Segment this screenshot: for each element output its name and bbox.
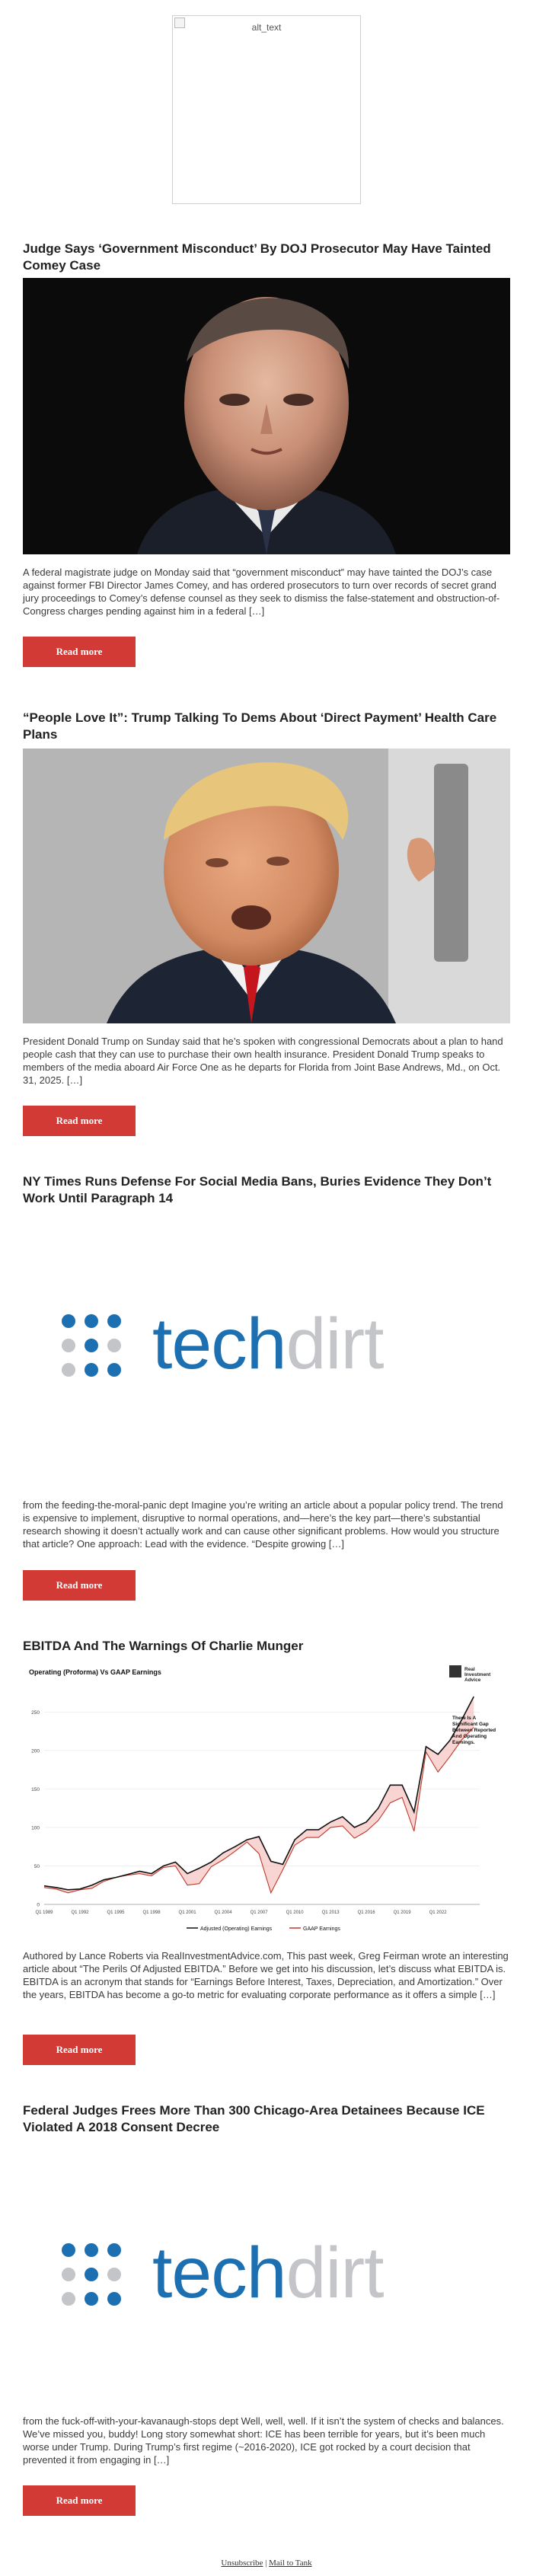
- annotation-line-5: Earnings.: [452, 1740, 475, 1745]
- article-5-title[interactable]: Federal Judges Frees More Than 300 Chicago-Area Detainees Because ICE Violated A 2018 Consent Decree: [23, 2103, 485, 2134]
- chart-brand-line-3: Advice: [464, 1677, 481, 1683]
- x-tick-label: Q1 1992: [71, 1910, 89, 1915]
- logo-alt-text: alt_text: [251, 22, 282, 33]
- article-2-image[interactable]: [23, 749, 510, 1023]
- x-tick-label: Q1 2022: [429, 1910, 447, 1915]
- adjusted-earnings-line: [44, 1697, 477, 1890]
- article-4-excerpt: Authored by Lance Roberts via RealInvestmentAdvice.com, This past week, Greg Feirman wrote an interesting article about “The Perils Of Adjusted EBITDA.” Before we get into his discussion, let’s discuss what EBITDA is. EBITDA is an acronym that stands for “Earnings Before Interest, Taxes, Depreciation, and Amortization.” Over the years, EBITDA has become a go-to metric for evaluating corporate performance as it offers a simple […]: [23, 1950, 509, 2000]
- techdirt-wordmark: [152, 1304, 384, 1384]
- chart-legend: [187, 1926, 340, 1932]
- article-5-excerpt: from the fuck-off-with-your-kavanaugh-stops dept Well, well, well. If it isn’t the system of checks and balances. We’ve missed you, buddy! Long story somewhat short: ICE has been terrible for years, but it’s been much worse under Trump. During Trump’s first regime (~2016-2020), ICE got rocked by a court decision that prevented it from engaging in […]: [23, 2415, 504, 2466]
- article-4-read-more-button[interactable]: Read more: [23, 2035, 136, 2065]
- article-3-image[interactable]: [23, 1211, 510, 1485]
- techdirt-wordmark-tech: tech: [152, 1304, 286, 1384]
- article-4-title[interactable]: EBITDA And The Warnings Of Charlie Munger: [23, 1639, 304, 1653]
- earnings-chart-svg: [23, 1662, 510, 1936]
- article-3-excerpt: from the feeding-the-moral-panic dept Imagine you’re writing an article about a popular policy trend. The trend is expensive to implement, disruptive to normal operations, and—here’s the key part—there’s substantial research showing it doesn’t actually work and can cause other significant problems. How would you structure that article? One approach: Lead with the evidence. “Despite growing […]: [23, 1499, 503, 1550]
- annotation-line-2: Significant Gap: [452, 1722, 489, 1727]
- article-2-title[interactable]: “People Love It”: Trump Talking To Dems About ‘Direct Payment’ Health Care Plans: [23, 710, 497, 742]
- x-tick-label: Q1 2004: [214, 1910, 232, 1915]
- x-tick-label: Q1 1995: [107, 1910, 125, 1915]
- x-tick-label: Q1 2019: [393, 1910, 411, 1915]
- annotation-line-1: There Is A: [452, 1716, 477, 1721]
- comey-photo-illustration: [23, 278, 510, 554]
- legend-adjusted: Adjusted (Operating) Earnings: [200, 1926, 273, 1932]
- techdirt-wordmark-dirt: dirt: [286, 1304, 384, 1384]
- article-3-title[interactable]: NY Times Runs Defense For Social Media Bans, Buries Evidence They Don’t Work Until Paragraph 14: [23, 1174, 492, 1205]
- article-1-image[interactable]: [23, 278, 510, 554]
- legend-gaap: GAAP Earnings: [303, 1926, 340, 1932]
- y-tick-label: 200: [31, 1748, 40, 1754]
- chart-annotation: [452, 1716, 496, 1745]
- techdirt-logo-mark: [61, 1314, 122, 1381]
- article-2-read-more-button[interactable]: Read more: [23, 1106, 136, 1136]
- footer-separator: |: [265, 2558, 267, 2568]
- earnings-gap-area: [44, 1697, 477, 1893]
- article-1-read-more-button[interactable]: Read more: [23, 637, 136, 667]
- techdirt-wordmark: [152, 2233, 384, 2313]
- article-1-excerpt: A federal magistrate judge on Monday said that “government misconduct” may have tainted the DOJ’s case against former FBI Director James Comey, and has ordered prosecutors to turn over records of secret grand jury proceedings to Comey’s defense counsel as they seek to dismiss the false-statement and obstruction-of-Congress charges pending against him in a federal […]: [23, 567, 500, 617]
- trump-photo-illustration: [23, 749, 510, 1023]
- article-5-image[interactable]: [23, 2140, 510, 2414]
- y-tick-label: 50: [34, 1863, 40, 1869]
- x-tick-label: Q1 2007: [250, 1910, 268, 1915]
- annotation-line-3: Between Reported: [452, 1728, 496, 1733]
- article-2-excerpt: President Donald Trump on Sunday said that he’s spoken with congressional Democrats about a plan to hand people cash that they can use to purchase their own health insurance. President Donald Trump speaks to members of the media aboard Air Force One as he departs for Florida from Joint Base Andrews, Md., on Oct. 31, 2025. […]: [23, 1036, 503, 1086]
- x-tick-label: Q1 2013: [321, 1910, 340, 1915]
- mail-to-tank-link[interactable]: Mail to Tank: [269, 2558, 312, 2568]
- chart-title: Operating (Proforma) Vs GAAP Earnings: [29, 1668, 161, 1676]
- article-3-read-more-button[interactable]: Read more: [23, 1570, 136, 1601]
- y-tick-label: 250: [31, 1709, 40, 1716]
- x-tick-label: Q1 2016: [357, 1910, 375, 1915]
- y-tick-label: 0: [37, 1902, 40, 1908]
- chart-brand-line-2: Investment: [464, 1672, 491, 1677]
- techdirt-wordmark-dirt: dirt: [286, 2233, 384, 2313]
- article-5-read-more-button[interactable]: Read more: [23, 2485, 136, 2516]
- y-tick-label: 100: [31, 1825, 40, 1831]
- techdirt-wordmark-tech: tech: [152, 2233, 286, 2313]
- header-logo-image: [172, 15, 361, 204]
- y-tick-label: 150: [31, 1786, 40, 1792]
- x-tick-label: Q1 2001: [178, 1910, 196, 1915]
- x-tick-label: Q1 2010: [286, 1910, 304, 1915]
- chart-brand-logo: [449, 1665, 491, 1683]
- article-1-title[interactable]: Judge Says ‘Government Misconduct’ By DOJ Prosecutor May Have Tainted Comey Case: [23, 241, 491, 273]
- x-tick-label: Q1 1989: [35, 1910, 53, 1915]
- annotation-line-4: And Operating: [452, 1734, 487, 1739]
- article-4-chart[interactable]: [23, 1662, 510, 1936]
- footer: [0, 2558, 533, 2568]
- x-tick-label: Q1 1998: [142, 1910, 161, 1915]
- chart-brand-line-1: Real: [464, 1667, 475, 1672]
- unsubscribe-link[interactable]: Unsubscribe: [221, 2558, 263, 2568]
- techdirt-logo-mark: [61, 2242, 122, 2310]
